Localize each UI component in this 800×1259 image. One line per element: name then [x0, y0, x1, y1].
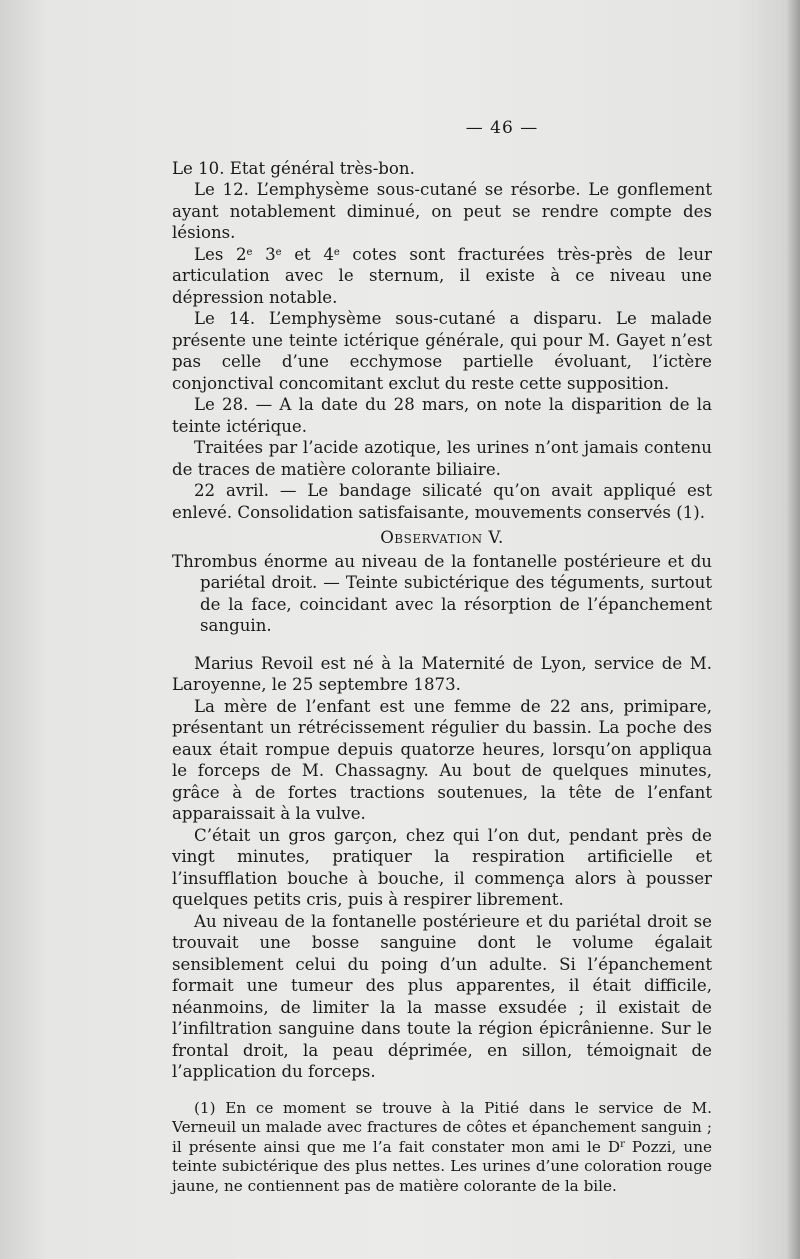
footnote-sup: r [620, 1138, 625, 1150]
observation-paragraph-mother: La mère de l’enfant est une femme de 22 ans, primipare, présentant un rétrécissement régulier du bassin. La poche des eaux était rompue depuis quatorze heures, lorsqu’on appliqua le forceps de M. Chassagny. Au bout de quelques minutes, grâce à de fortes tractions soutenues, la tête de l’enfant apparaissait à la vulve. [172, 696, 712, 823]
ribs-n3: 3 [252, 244, 276, 264]
ribs-and: et [281, 244, 324, 264]
ribs-n2: 2 [235, 244, 247, 264]
ribs-sup4: e [333, 246, 340, 258]
ribs-rest: cotes sont fracturées très-près de leur articulation avec le sternum, il existe à ce niveau une dépression notable. [172, 244, 712, 307]
ribs-sup2: e [246, 246, 253, 258]
footnote-before: (1) En ce moment se trouve à la Pitié dans le service de M. Verneuil un malade avec fractures de côtes et épanchement sanguin ; il présente ainsi que me l’a fait constater mon ami le D [172, 1098, 712, 1156]
observation-title: Observation V. [380, 528, 504, 547]
ribs-n4: 4 [323, 244, 334, 264]
observation-paragraph-child: C’était un gros garçon, chez qui l’on dut, pendant près de vingt minutes, pratiquer la respiration artificielle et l’insufflation bouche à bouche, il commença alors à pousser quelques petits cris, puis à respirer librement. [172, 825, 712, 909]
page-edge-shadow [786, 0, 800, 1259]
paragraph-urine: Traitées par l’acide azotique, les urines n’ont jamais contenu de traces de matière colorante biliaire. [172, 438, 712, 479]
observation-paragraph-bosse: Au niveau de la fontanelle postérieure et du pariétal droit se trouvait une bosse sanguine dont le volume égalait sensiblement celui du poing d’un adulte. Si l’épanchement formait une tumeur des plus apparentes, il était difficile, néanmoins, de limiter la la masse exsudée ; il existait de l’infiltration sanguine dans toute la région épicrânienne. Sur le frontal droit, la peau déprimée, en sillon, témoignait de l’application du forceps. [172, 911, 712, 1081]
footnote-after: Pozzi, une teinte subictérique des plus nettes. Les urines d’une coloration rouge jaune, ne contiennent pas de matière colorante de la bile. [172, 1137, 712, 1195]
footnote [172, 1099, 712, 1197]
observation-paragraph-birth: Marius Revoil est né à la Maternité de Lyon, service de M. Laroyenne, le 25 septembre 1873. [172, 653, 712, 694]
paragraph-day-14: Le 14. L’emphysème sous-cutané a disparu. Le malade présente une teinte ictérique générale, qui pour M. Gayet n’est pas celle d’une ecchymose partielle évoluant, l’ictère conjonctival concomitant exclut du reste cette supposition. [172, 309, 712, 393]
page-number: — 46 — [465, 118, 539, 138]
paragraph-ribs [172, 244, 712, 309]
ribs-sup3: e [275, 246, 282, 258]
paragraph-day-12: Le 12. L’emphysème sous-cutané se résorbe. Le gonflement ayant notablement diminué, on peut se rendre compte des lésions. [172, 180, 712, 242]
ribs-prefix: Les [194, 244, 236, 264]
paragraph-day-28: Le 28. — A la date du 28 mars, on note la disparition de la teinte ictérique. [172, 395, 712, 436]
paragraph-april-22: 22 avril. — Le bandage silicaté qu’on avait appliqué est enlevé. Consolidation satisfaisante, mouvements conservés (1). [172, 481, 712, 522]
observation-summary: Thrombus énorme au niveau de la fontanelle postérieure et du pariétal droit. — Teinte subictérique des téguments, surtout de la face, coincidant avec la résorption de l’épanchement sanguin. [172, 551, 712, 635]
text-block [172, 118, 712, 1196]
paragraph-day-10: Le 10. Etat général très-bon. [172, 158, 415, 178]
